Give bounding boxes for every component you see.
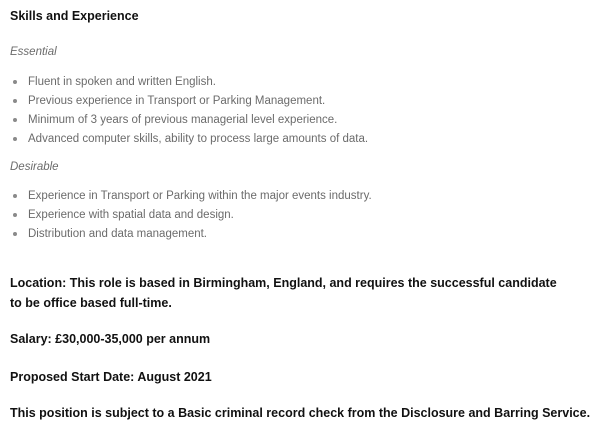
bullet-icon: [13, 80, 17, 84]
background-check-text: This position is subject to a Basic criminal record check from the Disclosure and Barring Service.: [10, 406, 591, 420]
list-item: Advanced computer skills, ability to process large amounts of data.: [10, 130, 368, 149]
essential-list: [10, 73, 368, 149]
list-item: Previous experience in Transport or Parking Management.: [10, 92, 368, 111]
bullet-icon: [13, 213, 17, 217]
bullet-icon: [13, 232, 17, 236]
bullet-icon: [13, 99, 17, 103]
list-item: Minimum of 3 years of previous managerial level experience.: [10, 111, 368, 130]
desirable-list: [10, 187, 372, 244]
list-item: Fluent in spoken and written English.: [10, 73, 368, 92]
desirable-label: Desirable: [10, 161, 59, 173]
bullet-icon: [13, 194, 17, 198]
list-item: Experience with spatial data and design.: [10, 206, 372, 225]
location-text: Location: This role is based in Birmingham, England, and requires the successful candidate to be office based full-time.: [10, 276, 557, 310]
list-item: Experience in Transport or Parking within the major events industry.: [10, 187, 372, 206]
bullet-icon: [13, 118, 17, 122]
start-date-text: Proposed Start Date: August 2021: [10, 370, 212, 384]
bullet-icon: [13, 137, 17, 141]
salary-text: Salary: £30,000-35,000 per annum: [10, 332, 211, 346]
section-title: Skills and Experience: [10, 9, 139, 23]
essential-label: Essential: [10, 46, 57, 58]
list-item: Distribution and data management.: [10, 225, 372, 244]
